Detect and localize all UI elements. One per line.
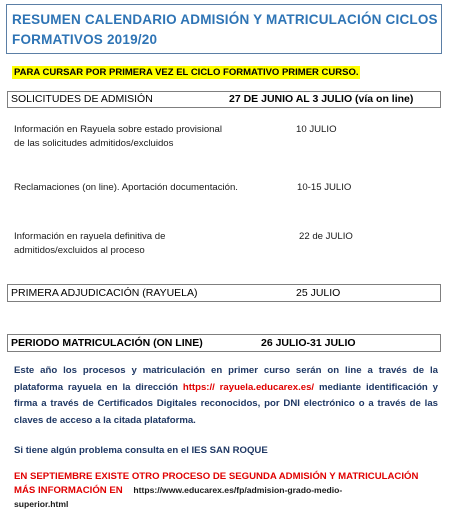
entry-2-date: 10-15 JULIO [297,182,352,193]
entry-1-date: 10 JULIO [296,124,337,135]
matriculacion-dates: 26 JULIO-31 JULIO [261,337,356,349]
paragraph-text-before-link: Este año los procesos y matriculación en primer curso serán on line a través de la plataforma rayuela en la dirección [14,365,438,393]
problema-note: Si tiene algún problema consulta en el IES SAN ROQUE [14,445,268,456]
document-title-line-1: RESUMEN CALENDARIO ADMISIÓN Y MATRICULACIÓN CICLOS [12,12,438,27]
adjudicacion-label: PRIMERA ADJUDICACIÓN (RAYUELA) [11,287,198,299]
adjudicacion-date: 25 JULIO [296,287,341,299]
entry-3-date: 22 de JULIO [299,231,353,242]
highlighted-notice: PARA CURSAR POR PRIMERA VEZ EL CICLO FORMATIVO PRIMER CURSO. [14,67,359,78]
septiembre-line-1: EN SEPTIEMBRE EXISTE OTRO PROCESO DE SEGUNDA ADMISIÓN Y MATRICULACIÓN [14,471,419,482]
solicitudes-row [7,91,441,108]
title-box [6,4,442,54]
paragraph-text-after-link: mediante identificación y firma a través de Certificados Digitales reconocidos, por DNI electrónico o a través de las claves de acceso a la citada plataforma. [14,381,438,426]
entry-3-line-1: Información en rayuela definitiva de [14,231,166,242]
document-title-line-2: FORMATIVOS 2019/20 [12,32,158,47]
entry-1-line-1: Información en Rayuela sobre estado provisional [14,124,222,135]
entry-1-line-2: de las solicitudes admitidos/excluidos [14,138,174,149]
entry-2-line-1: Reclamaciones (on line). Aportación documentación. [14,182,238,193]
solicitudes-dates: 27 DE JUNIO AL 3 JULIO (vía on line) [229,93,414,105]
educarex-url-part-1[interactable]: https://www.educarex.es/fp/admision-grado-medio- [133,485,343,495]
adjudicacion-row [7,284,441,302]
matriculacion-paragraph [14,363,438,429]
septiembre-line-2 [14,485,342,496]
matriculacion-row [7,334,441,352]
rayuela-link[interactable]: https:// rayuela.educarex.es/ [182,381,315,393]
solicitudes-label: SOLICITUDES DE ADMISIÓN [11,93,153,105]
mas-informacion-label: MÁS INFORMACIÓN EN [14,485,123,496]
educarex-url-part-2[interactable]: superior.html [14,499,69,509]
matriculacion-label: PERIODO MATRICULACIÓN (ON LINE) [11,337,203,349]
entry-3-line-2: admitidos/excluidos al proceso [14,245,145,256]
